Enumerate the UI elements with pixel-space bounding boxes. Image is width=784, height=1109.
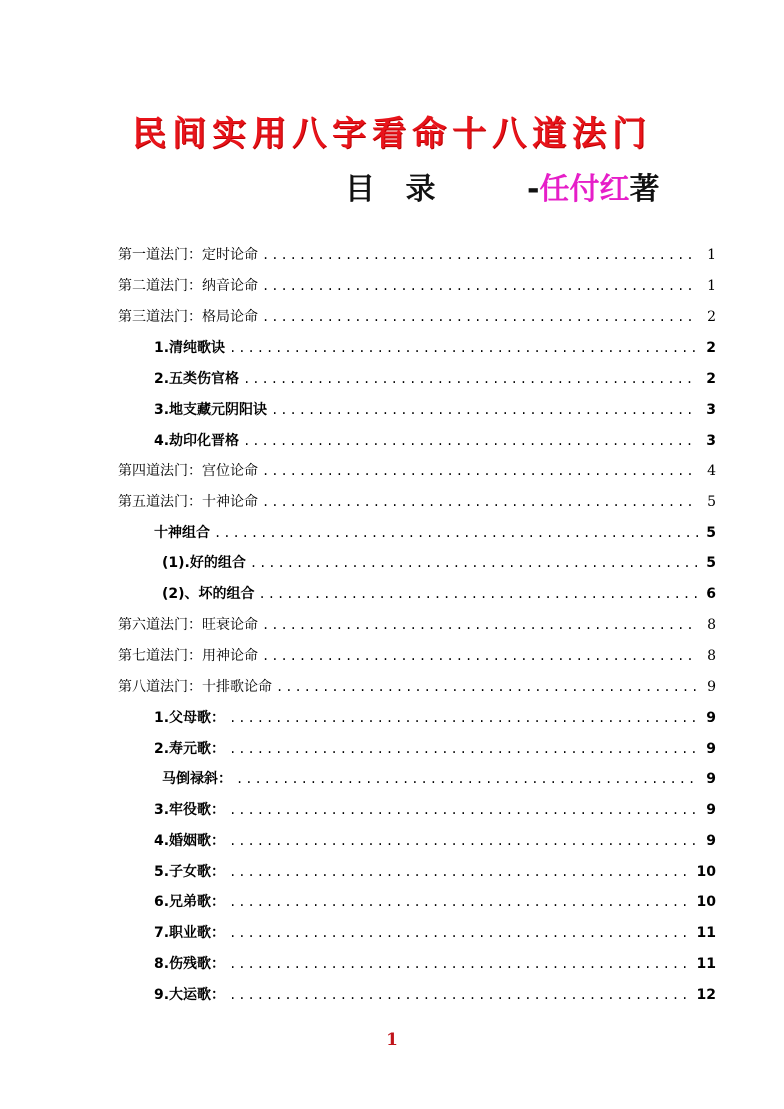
toc-entry[interactable] (154, 922, 716, 942)
toc-entry[interactable] (154, 738, 716, 758)
toc-entry-page: 9 (706, 741, 716, 757)
toc-entry-page: 2 (706, 371, 716, 387)
toc-entry[interactable] (118, 244, 716, 264)
toc-leader-dots (229, 834, 698, 848)
toc-entry-label: 第八道法门：十排歌论命 (118, 679, 272, 695)
author-name: 任付红 (539, 172, 630, 207)
toc-entry[interactable] (154, 337, 716, 357)
toc-entry-page: 6 (706, 586, 716, 602)
toc-entry-label: 7.职业歌： (154, 925, 226, 941)
toc-leader-dots (229, 957, 692, 971)
toc-entry-label: 第二道法门：纳音论命 (118, 278, 258, 294)
toc-entry-page: 9 (706, 771, 716, 787)
subtitle (345, 164, 765, 207)
toc-entry[interactable] (118, 275, 716, 295)
toc-entry[interactable] (118, 306, 716, 326)
toc-leader-dots (250, 556, 698, 570)
toc-entry-page: 2 (706, 340, 716, 356)
toc-entry[interactable] (154, 799, 716, 819)
toc-entry[interactable] (118, 645, 716, 665)
toc-entry[interactable] (154, 522, 716, 542)
toc-entry-page: 9 (706, 833, 716, 849)
page-number: 1 (386, 1030, 398, 1050)
toc-entry-label: 3.地支藏元阴阳诀 (154, 402, 268, 418)
toc-entry-label: 2.五类伤官格 (154, 371, 240, 387)
toc-entry-label: 4.婚姻歌： (154, 833, 226, 849)
toc-entry-page: 3 (706, 402, 716, 418)
document-title: 民间实用八字看命十八道法门 (132, 114, 652, 154)
toc-entry[interactable] (154, 368, 716, 388)
toc-leader-dots (262, 618, 698, 632)
toc-entry-page: 1 (707, 247, 716, 263)
toc-leader-dots (262, 279, 698, 293)
toc-entry-label: 6.兄弟歌： (154, 894, 226, 910)
toc-entry-page: 11 (696, 925, 716, 941)
author-suffix: 著 (629, 172, 660, 207)
toc-entry[interactable] (162, 768, 716, 788)
toc-entry-label: 第三道法门：格局论命 (118, 309, 258, 325)
toc-heading: 目 录 (345, 172, 446, 207)
author-dash: - (527, 172, 540, 207)
toc-entry-page: 12 (696, 987, 716, 1003)
toc-entry-page: 5 (707, 494, 716, 510)
toc-entry-label: 第六道法门：旺衰论命 (118, 617, 258, 633)
toc-entry-page: 8 (707, 648, 716, 664)
toc-entry-page: 11 (696, 956, 716, 972)
toc-entry-page: 10 (696, 894, 716, 910)
toc-entry-page: 9 (706, 802, 716, 818)
toc-leader-dots (276, 680, 698, 694)
toc-entry[interactable] (118, 676, 716, 696)
toc-leader-dots (214, 526, 698, 540)
toc-entry-page: 3 (706, 433, 716, 449)
toc-entry-page: 9 (706, 710, 716, 726)
toc-entry-label: 第一道法门：定时论命 (118, 247, 258, 263)
toc-entry[interactable] (154, 861, 716, 881)
toc-entry-label: 2.寿元歌： (154, 741, 226, 757)
toc-entry[interactable] (154, 830, 716, 850)
toc-entry[interactable] (154, 399, 716, 419)
toc-leader-dots (229, 988, 692, 1002)
toc-leader-dots (243, 372, 698, 386)
toc-leader-dots (229, 865, 692, 879)
toc-entry-label: 5.子女歌： (154, 864, 226, 880)
toc-leader-dots (229, 711, 698, 725)
toc-entry-label: 十神组合 (154, 525, 210, 541)
toc-leader-dots (243, 434, 698, 448)
toc-entry-label: 8.伤残歌： (154, 956, 226, 972)
toc-entry-label: 1.清纯歌诀 (154, 340, 226, 356)
toc-entry[interactable] (154, 430, 716, 450)
toc-entry[interactable] (162, 583, 716, 603)
toc-leader-dots (259, 587, 698, 601)
toc-entry-page: 9 (707, 679, 716, 695)
toc-leader-dots (262, 248, 698, 262)
toc-entry-label: 第五道法门：十神论命 (118, 494, 258, 510)
toc-leader-dots (229, 895, 692, 909)
toc-entry-page: 10 (696, 864, 716, 880)
toc-entry-label: (2)、坏的组合 (162, 586, 255, 602)
toc-entry-page: 2 (707, 309, 716, 325)
toc-entry[interactable] (162, 552, 716, 572)
toc-entry-label: 马倒禄斜： (162, 771, 232, 787)
toc-entry-label: 3.牢役歌： (154, 802, 226, 818)
toc-entry[interactable] (154, 953, 716, 973)
toc-entry-page: 8 (707, 617, 716, 633)
toc-leader-dots (229, 341, 698, 355)
toc-entry-page: 1 (707, 278, 716, 294)
toc-entry[interactable] (118, 460, 716, 480)
toc-entry[interactable] (154, 891, 716, 911)
toc-entry[interactable] (118, 491, 716, 511)
toc-entry-label: 9.大运歌： (154, 987, 226, 1003)
toc-leader-dots (229, 803, 698, 817)
toc-leader-dots (236, 772, 698, 786)
toc-entry-label: 1.父母歌： (154, 710, 226, 726)
toc-leader-dots (262, 649, 698, 663)
toc-entry[interactable] (118, 614, 716, 634)
toc-entry-page: 4 (707, 463, 716, 479)
toc-entry-label: 4.劫印化晋格 (154, 433, 240, 449)
toc-entry-label: (1).好的组合 (162, 555, 246, 571)
toc-entry[interactable] (154, 984, 716, 1004)
toc-leader-dots (229, 742, 698, 756)
toc-leader-dots (271, 403, 698, 417)
toc-leader-dots (262, 464, 698, 478)
toc-leader-dots (262, 495, 698, 509)
toc-entry-page: 5 (706, 555, 716, 571)
toc-entry-label: 第七道法门：用神论命 (118, 648, 258, 664)
toc-entry-label: 第四道法门：宫位论命 (118, 463, 258, 479)
toc-entry[interactable] (154, 707, 716, 727)
author-line (527, 164, 659, 208)
toc-leader-dots (229, 926, 692, 940)
toc-leader-dots (262, 310, 698, 324)
toc-entry-page: 5 (706, 525, 716, 541)
